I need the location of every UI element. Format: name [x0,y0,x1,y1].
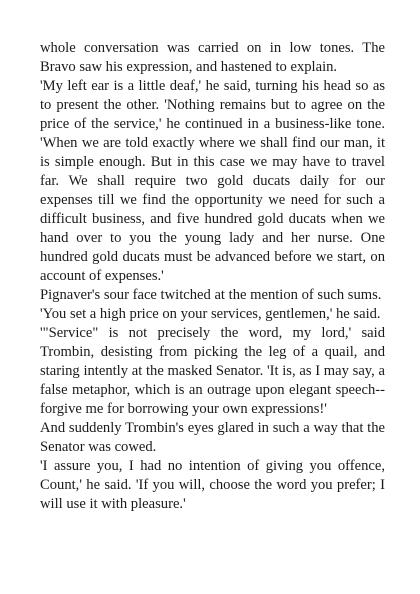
paragraph: Pignaver's sour face twitched at the mention of such sums. [40,287,382,303]
paragraph: And suddenly Trombin's eyes glared in such a way that the Senator was cowed. [40,420,385,455]
page-body [40,39,385,514]
paragraph: 'I assure you, I had no intention of giving you offence, Count,' he said. 'If you will, choose the word you prefer; I will use it with pleasure.' [40,458,385,512]
paragraph: '"Service" is not precisely the word, my lord,' said Trombin, desisting from picking the leg of a quail, and staring intently at the masked Senator. 'It is, as I may say, a false metaphor, which is an outrage upon elegant speech--forgive me for borrowing your own expressions!' [40,325,385,417]
paragraph: whole conversation was carried on in low tones. The Bravo saw his expression, and hastened to explain. [40,40,385,75]
paragraph: 'You set a high price on your services, gentlemen,' he said. [40,306,381,322]
paragraph: 'My left ear is a little deaf,' he said, turning his head so as to present the other. 'Nothing remains but to agree on the price of the service,' he continued in a business-like tone. 'When we are told exactly where we shall find our man, it is simple enough. But in this case we may have to travel far. We shall require two gold ducats daily for our expenses till we find the opportunity we need for such a difficult business, and five hundred gold ducats when we hand over to you the young lady and her nurse. One hundred gold ducats must be advanced before we start, on account of expenses.' [40,78,385,284]
